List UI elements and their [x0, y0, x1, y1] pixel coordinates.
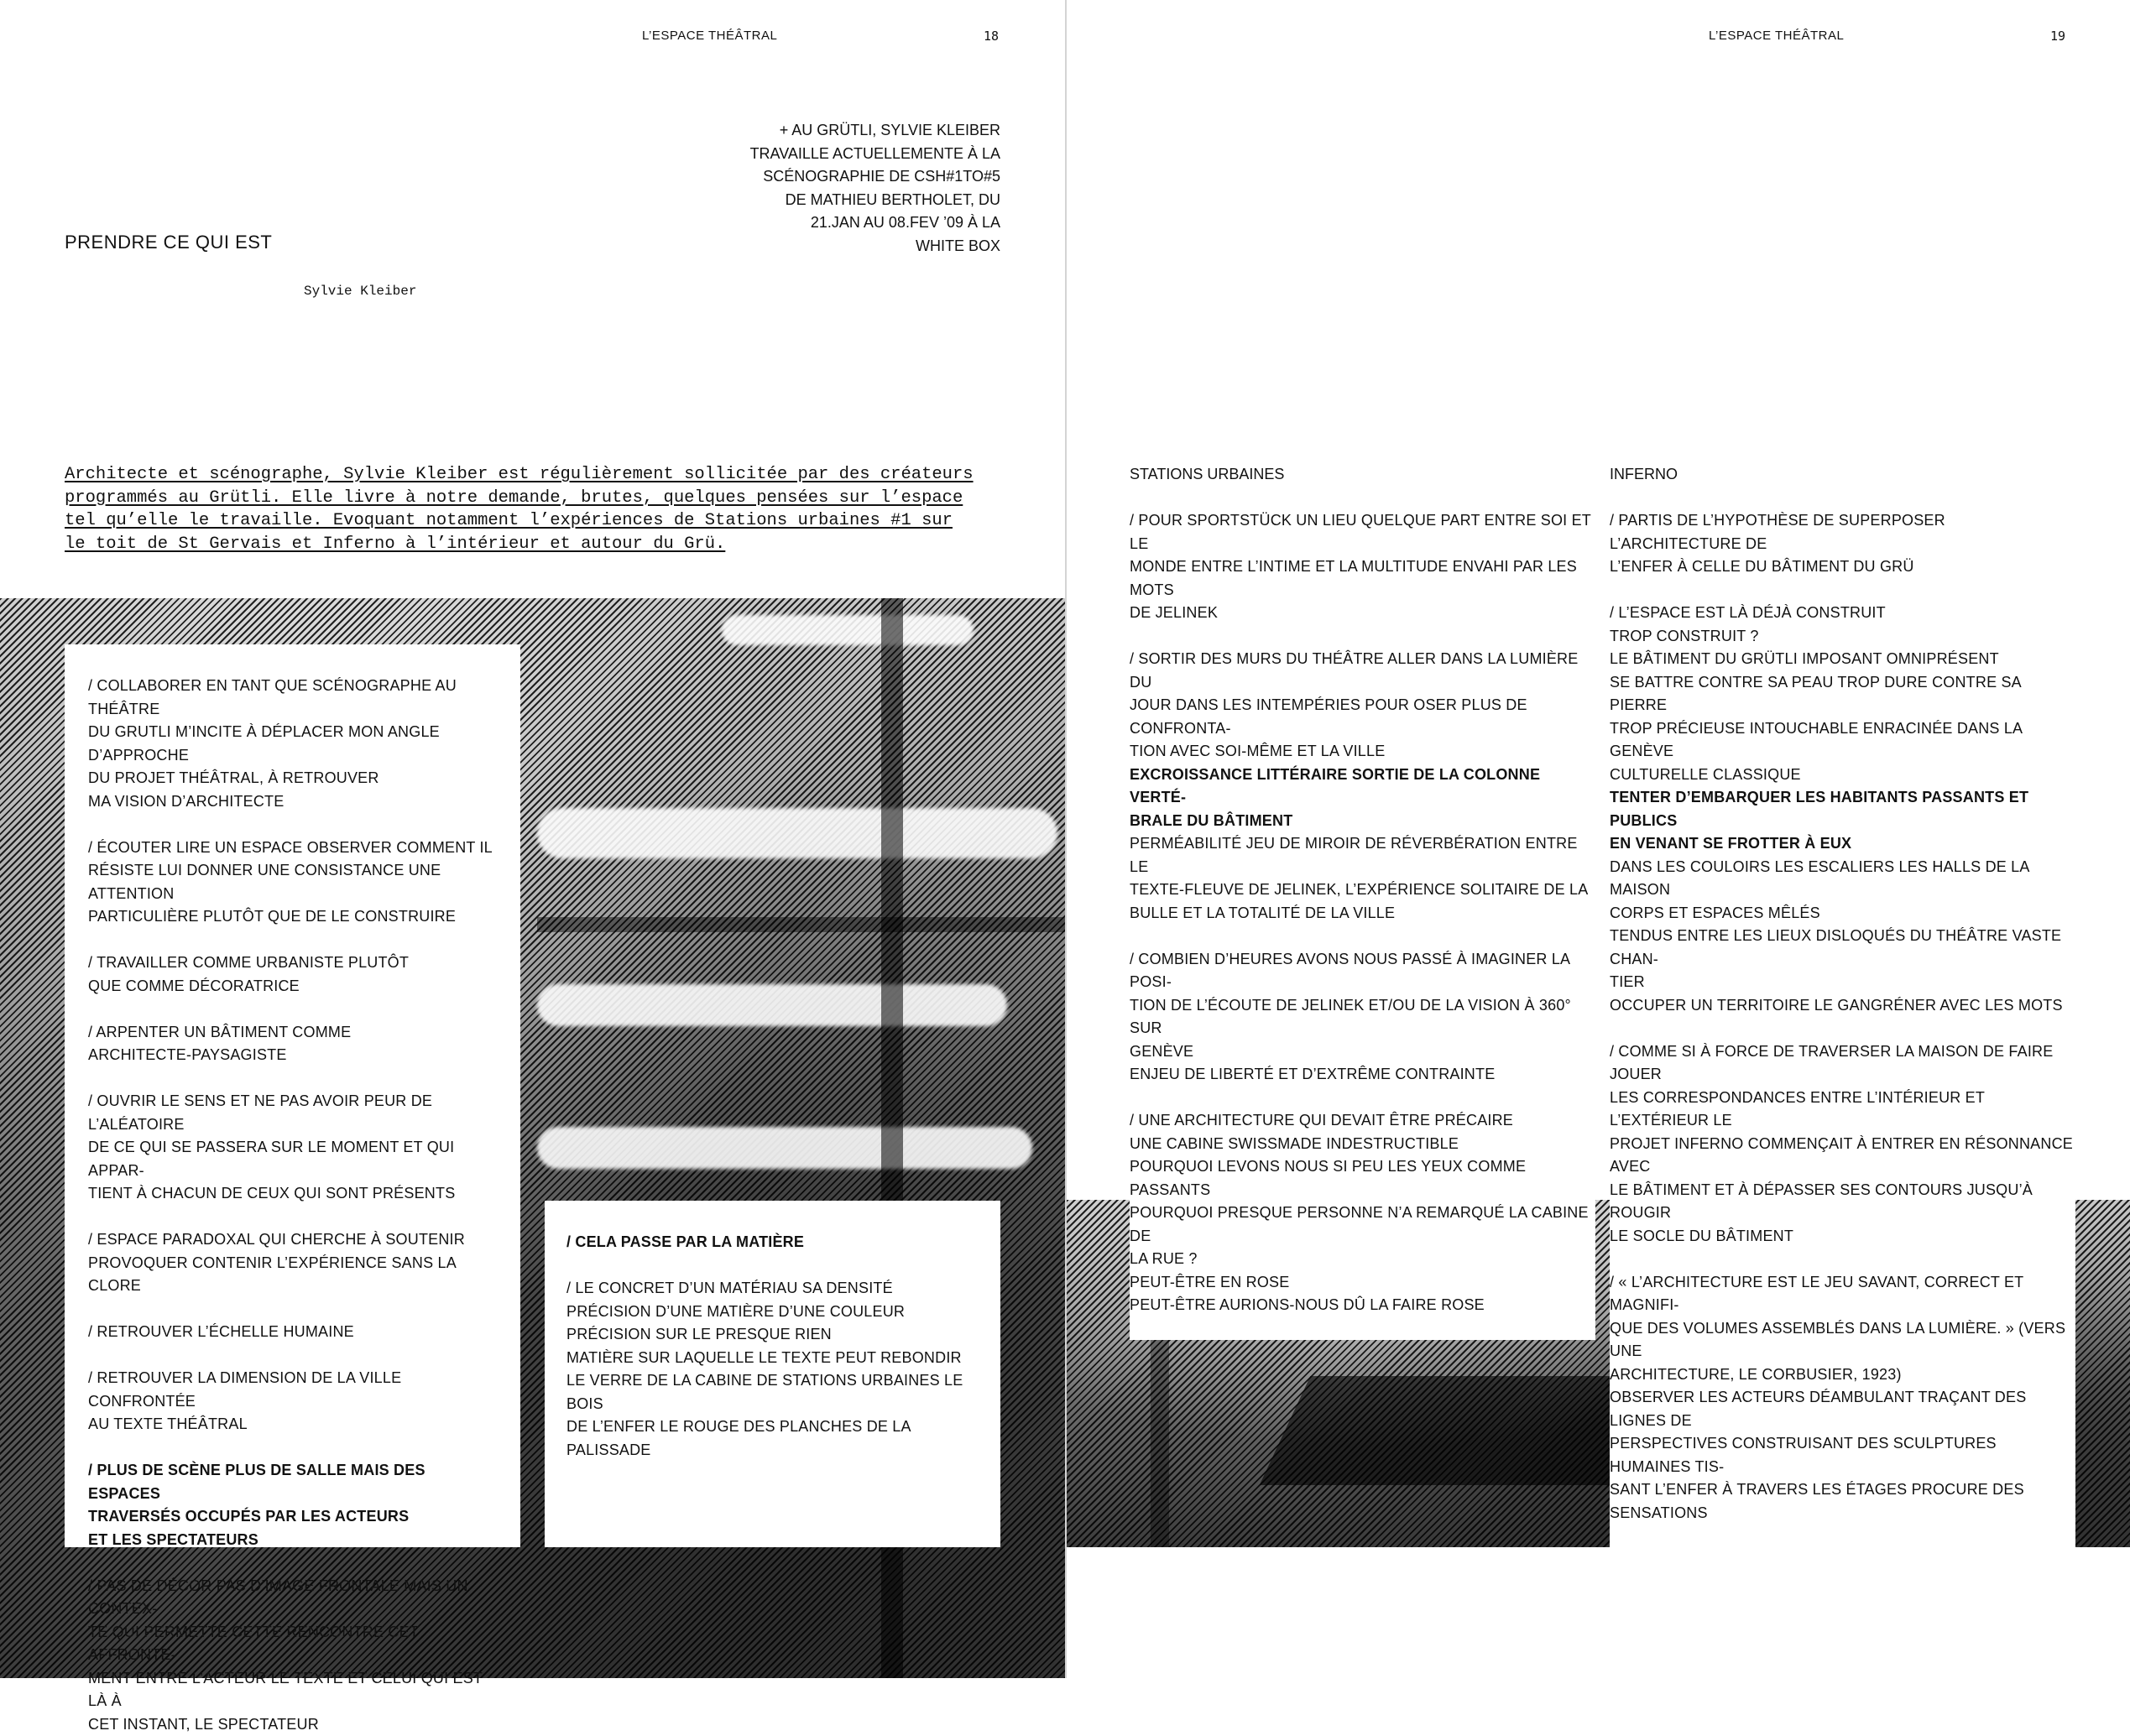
dark-beam [537, 917, 1065, 932]
left-page [0, 0, 1065, 1678]
column-inferno [1610, 463, 2075, 1548]
paragraph [1130, 509, 1595, 625]
paragraph [1610, 1040, 2075, 1249]
paragraph-line: TIENT À CHACUN DE CEUX QUI SONT PRÉSENTS [88, 1182, 497, 1206]
paragraph [88, 837, 497, 929]
paragraph [88, 675, 497, 813]
paragraph-line: / POUR SPORTSTÜCK UN LIEU QUELQUE PART ENTRE SOI ET LE [1130, 509, 1595, 555]
paragraph-line: / PLUS DE SCÈNE PLUS DE SALLE MAIS DES ESPACES [88, 1459, 497, 1505]
paragraph-line: DANS LES COULOIRS LES ESCALIERS LES HALLS DE LA MAISON [1610, 856, 2075, 902]
sidenote-line: TRAVAILLE ACTUELLEMENTE À LA [681, 143, 1000, 166]
page-number: 19 [2050, 29, 2065, 44]
paragraph-line: / ARPENTER UN BÂTIMENT COMME [88, 1021, 497, 1045]
paragraph-line: DU PROJET THÉÂTRAL, À RETROUVER [88, 767, 497, 790]
paragraph-line: PRÉCISION D’UNE MATIÈRE D’UNE COULEUR [566, 1301, 979, 1324]
paragraph-line: MA VISION D’ARCHITECTE [88, 790, 497, 814]
sidenote-line: + AU GRÜTLI, SYLVIE KLEIBER [681, 119, 1000, 143]
text-panel-left [65, 644, 520, 1547]
paragraph [88, 951, 497, 998]
paragraph-line: POURQUOI LEVONS NOUS SI PEU LES YEUX COMME PASSANTS [1130, 1155, 1595, 1202]
paragraph-line: TION DE L’ÉCOUTE DE JELINEK ET/OU DE LA VISION À 360° SUR [1130, 994, 1595, 1040]
paragraph-line: PEUT-ÊTRE EN ROSE [1130, 1271, 1595, 1295]
sidenote-line: SCÉNOGRAPHIE DE CSH#1TO#5 [681, 165, 1000, 189]
sidenote-line: 21.JAN AU 08.FEV ’09 À LA [681, 211, 1000, 235]
paragraph-line: / COLLABORER EN TANT QUE SCÉNOGRAPHE AU THÉÂTRE [88, 675, 497, 721]
paragraph-line: ARCHITECTE-PAYSAGISTE [88, 1044, 497, 1067]
paragraph [88, 1321, 497, 1344]
paragraph-line: TEXTE-FLEUVE DE JELINEK, L’EXPÉRIENCE SOLITAIRE DE LA [1130, 878, 1595, 902]
paragraph-line: / L’ESPACE EST LÀ DÉJÀ CONSTRUIT [1610, 602, 2075, 625]
paragraph-line: ENJEU DE LIBERTÉ ET D’EXTRÊME CONTRAINTE [1130, 1063, 1595, 1087]
paragraph [566, 1277, 979, 1462]
sidenote [681, 119, 1000, 258]
paragraph-line: JOUR DANS LES INTEMPÉRIES POUR OSER PLUS DE CONFRONTA- [1130, 694, 1595, 740]
paragraph-line: TENDUS ENTRE LES LIEUX DISLOQUÉS DU THÉÂTRE VASTE CHAN- [1610, 925, 2075, 971]
paragraph-line: PARTICULIÈRE PLUTÔT QUE DE LE CONSTRUIRE [88, 905, 497, 929]
paragraph-line: QUE DES VOLUMES ASSEMBLÉS DANS LA LUMIÈRE. » (VERS UNE [1610, 1317, 2075, 1363]
paragraph [1130, 1109, 1595, 1317]
paragraph [1610, 509, 2075, 579]
paragraph-line: RÉSISTE LUI DONNER UNE CONSISTANCE UNE ATTENTION [88, 859, 497, 905]
paragraph-line: PROVOQUER CONTENIR L’EXPÉRIENCE SANS LA CLORE [88, 1252, 497, 1298]
paragraph-line: ET LES SPECTATEURS [88, 1529, 497, 1552]
intro-paragraph [65, 463, 1000, 555]
column-heading: STATIONS URBAINES [1130, 463, 1595, 487]
page-number: 18 [984, 29, 999, 44]
right-page [1065, 0, 2130, 1678]
paragraph-line: / CELA PASSE PAR LA MATIÈRE [566, 1231, 979, 1254]
paragraph-line: LE SOCLE DU BÂTIMENT [1610, 1225, 2075, 1249]
paragraph-line: TROP CONSTRUIT ? [1610, 625, 2075, 649]
paragraph-line: / RETROUVER LA DIMENSION DE LA VILLE CONFRONTÉE [88, 1367, 497, 1413]
paragraph-line: PROJET INFERNO COMMENÇAIT À ENTRER EN RÉSONNANCE AVEC [1610, 1133, 2075, 1179]
paragraph-line: DU GRUTLI M’INCITE À DÉPLACER MON ANGLE D’APPROCHE [88, 721, 497, 767]
paragraph-line: EN VENANT SE FROTTER À EUX [1610, 832, 2075, 856]
intro-line: Architecte et scénographe, Sylvie Kleiber est régulièrement sollicitée par des créateurs [65, 463, 1000, 487]
column-heading: INFERNO [1610, 463, 2075, 487]
paragraph-line: / COMBIEN D’HEURES AVONS NOUS PASSÉ À IMAGINER LA POSI- [1130, 948, 1595, 994]
paragraph [1610, 1271, 2075, 1525]
paragraph-line: LE VERRE DE LA CABINE DE STATIONS URBAINES LE BOIS [566, 1369, 979, 1415]
paragraph-line: SANT L’ENFER À TRAVERS LES ÉTAGES PROCURE DES SENSATIONS [1610, 1478, 2075, 1525]
light-reflection [537, 1127, 1032, 1169]
paragraph-line: / OUVRIR LE SENS ET NE PAS AVOIR PEUR DE L’ALÉATOIRE [88, 1090, 497, 1136]
paragraph-line: MATIÈRE SUR LAQUELLE LE TEXTE PEUT REBONDIR [566, 1347, 979, 1370]
paragraph-line: DE CE QUI SE PASSERA SUR LE MOMENT ET QUI APPAR- [88, 1136, 497, 1182]
paragraph-line: AU TEXTE THÉÂTRAL [88, 1413, 497, 1436]
intro-line: programmés au Grütli. Elle livre à notre demande, brutes, quelques pensées sur l’espace [65, 487, 1000, 510]
paragraph-line: QUE COMME DÉCORATRICE [88, 975, 497, 998]
paragraph-line: LE BÂTIMENT ET À DÉPASSER SES CONTOURS JUSQU’À ROUGIR [1610, 1179, 2075, 1225]
intro-line: tel qu’elle le travaille. Evoquant notamment l’expériences de Stations urbaines #1 sur [65, 509, 1000, 533]
paragraph-line: MENT ENTRE L’ACTEUR LE TEXTE ET CELUI QUI EST LÀ À [88, 1667, 497, 1713]
paragraph [88, 1459, 497, 1551]
paragraph-line: PERSPECTIVES CONSTRUISANT DES SCULPTURES HUMAINES TIS- [1610, 1432, 2075, 1478]
paragraph-line: / UNE ARCHITECTURE QUI DEVAIT ÊTRE PRÉCAIRE [1130, 1109, 1595, 1133]
paragraph-line: TROP PRÉCIEUSE INTOUCHABLE ENRACINÉE DANS LA GENÈVE [1610, 717, 2075, 764]
paragraph-line: LE BÂTIMENT DU GRÜTLI IMPOSANT OMNIPRÉSENT [1610, 648, 2075, 671]
paragraph-line: LES CORRESPONDANCES ENTRE L’INTÉRIEUR ET L’EXTÉRIEUR LE [1610, 1087, 2075, 1133]
paragraph-line: SE BATTRE CONTRE SA PEAU TROP DURE CONTRE SA PIERRE [1610, 671, 2075, 717]
running-head: L’ESPACE THÉÂTRAL [642, 29, 777, 43]
paragraph-line: / TRAVAILLER COMME URBANISTE PLUTÔT [88, 951, 497, 975]
paragraph [88, 1575, 497, 1736]
intro-line: le toit de St Gervais et Inferno à l’intérieur et autour du Grü. [65, 533, 1000, 556]
paragraph-line: CORPS ET ESPACES MÊLÉS [1610, 902, 2075, 925]
paragraph-line: BRALE DU BÂTIMENT [1130, 810, 1595, 833]
paragraph [88, 1367, 497, 1436]
paragraph-line: OCCUPER UN TERRITOIRE LE GANGRÉNER AVEC LES MOTS [1610, 994, 2075, 1018]
paragraph-line: / PAS DE DÉCOR PAS D’IMAGE FRONTALE MAIS UN CONTEX- [88, 1575, 497, 1621]
paragraph-line: EXCROISSANCE LITTÉRAIRE SORTIE DE LA COLONNE VERTÉ- [1130, 764, 1595, 810]
paragraph-line: / PARTIS DE L’HYPOTHÈSE DE SUPERPOSER L’ARCHITECTURE DE [1610, 509, 2075, 555]
sidenote-line: WHITE BOX [681, 235, 1000, 258]
paragraph-line: OBSERVER LES ACTEURS DÉAMBULANT TRAÇANT DES LIGNES DE [1610, 1386, 2075, 1432]
paragraph-line: POURQUOI PRESQUE PERSONNE N’A REMARQUÉ LA CABINE DE [1130, 1202, 1595, 1248]
column-stations-urbaines [1130, 463, 1595, 1340]
paragraph-line: TENTER D’EMBARQUER LES HABITANTS PASSANTS ET PUBLICS [1610, 786, 2075, 832]
paragraph [1130, 648, 1595, 925]
paragraph [1130, 948, 1595, 1087]
paragraph-line: GENÈVE [1130, 1040, 1595, 1064]
paragraph-line: CULTURELLE CLASSIQUE [1610, 764, 2075, 787]
light-reflection [722, 615, 974, 645]
paragraph [566, 1231, 979, 1254]
paragraph-line: / ESPACE PARADOXAL QUI CHERCHE À SOUTENIR [88, 1228, 497, 1252]
running-head: L’ESPACE THÉÂTRAL [1709, 29, 1844, 43]
paragraph-line: L’ENFER À CELLE DU BÂTIMENT DU GRÜ [1610, 555, 2075, 579]
paragraph-line: MONDE ENTRE L’INTIME ET LA MULTITUDE ENVAHI PAR LES MOTS [1130, 555, 1595, 602]
paragraph-line: TRAVERSÉS OCCUPÉS PAR LES ACTEURS [88, 1505, 497, 1529]
paragraph-line: TION AVEC SOI-MÊME ET LA VILLE [1130, 740, 1595, 764]
paragraph [88, 1090, 497, 1206]
paragraph-line: / RETROUVER L’ÉCHELLE HUMAINE [88, 1321, 497, 1344]
paragraph-line: LA RUE ? [1130, 1248, 1595, 1271]
paragraph-line: PERMÉABILITÉ JEU DE MIROIR DE RÉVERBÉRATION ENTRE LE [1130, 832, 1595, 878]
paragraph-line: / COMME SI À FORCE DE TRAVERSER LA MAISON DE FAIRE JOUER [1610, 1040, 2075, 1087]
paragraph-line: PRÉCISION SUR LE PRESQUE RIEN [566, 1323, 979, 1347]
paragraph-line: BULLE ET LA TOTALITÉ DE LA VILLE [1130, 902, 1595, 925]
paragraph-line: / LE CONCRET D’UN MATÉRIAU SA DENSITÉ [566, 1277, 979, 1301]
paragraph-line: UNE CABINE SWISSMADE INDESTRUCTIBLE [1130, 1133, 1595, 1156]
text-panel-right [545, 1201, 1000, 1547]
paragraph-line: TIER [1610, 971, 2075, 994]
paragraph-line: DE L’ENFER LE ROUGE DES PLANCHES DE LA PALISSADE [566, 1415, 979, 1462]
paragraph-line: / SORTIR DES MURS DU THÉÂTRE ALLER DANS LA LUMIÈRE DU [1130, 648, 1595, 694]
paragraph [88, 1021, 497, 1067]
paragraph [88, 1228, 497, 1298]
light-reflection [537, 808, 1057, 858]
paragraph-line: / « L’ARCHITECTURE EST LE JEU SAVANT, CORRECT ET MAGNIFI- [1610, 1271, 2075, 1317]
paragraph-line: / ÉCOUTER LIRE UN ESPACE OBSERVER COMMENT IL [88, 837, 497, 860]
sidenote-line: DE MATHIEU BERTHOLET, DU [681, 189, 1000, 212]
article-title: PRENDRE CE QUI EST [65, 232, 272, 253]
paragraph-line: PEUT-ÊTRE AURIONS-NOUS DÛ LA FAIRE ROSE [1130, 1294, 1595, 1317]
paragraph-line: ARCHITECTURE, LE CORBUSIER, 1923) [1610, 1363, 2075, 1387]
paragraph-line: TE QUI PERMETTE CETTE RENCONTRE CET AFFRONTE- [88, 1621, 497, 1667]
paragraph [1610, 602, 2075, 1017]
paragraph-line: CET INSTANT, LE SPECTATEUR [88, 1713, 497, 1736]
author-name: Sylvie Kleiber [304, 284, 416, 299]
light-reflection [537, 984, 1007, 1026]
paragraph-line: DE JELINEK [1130, 602, 1595, 625]
